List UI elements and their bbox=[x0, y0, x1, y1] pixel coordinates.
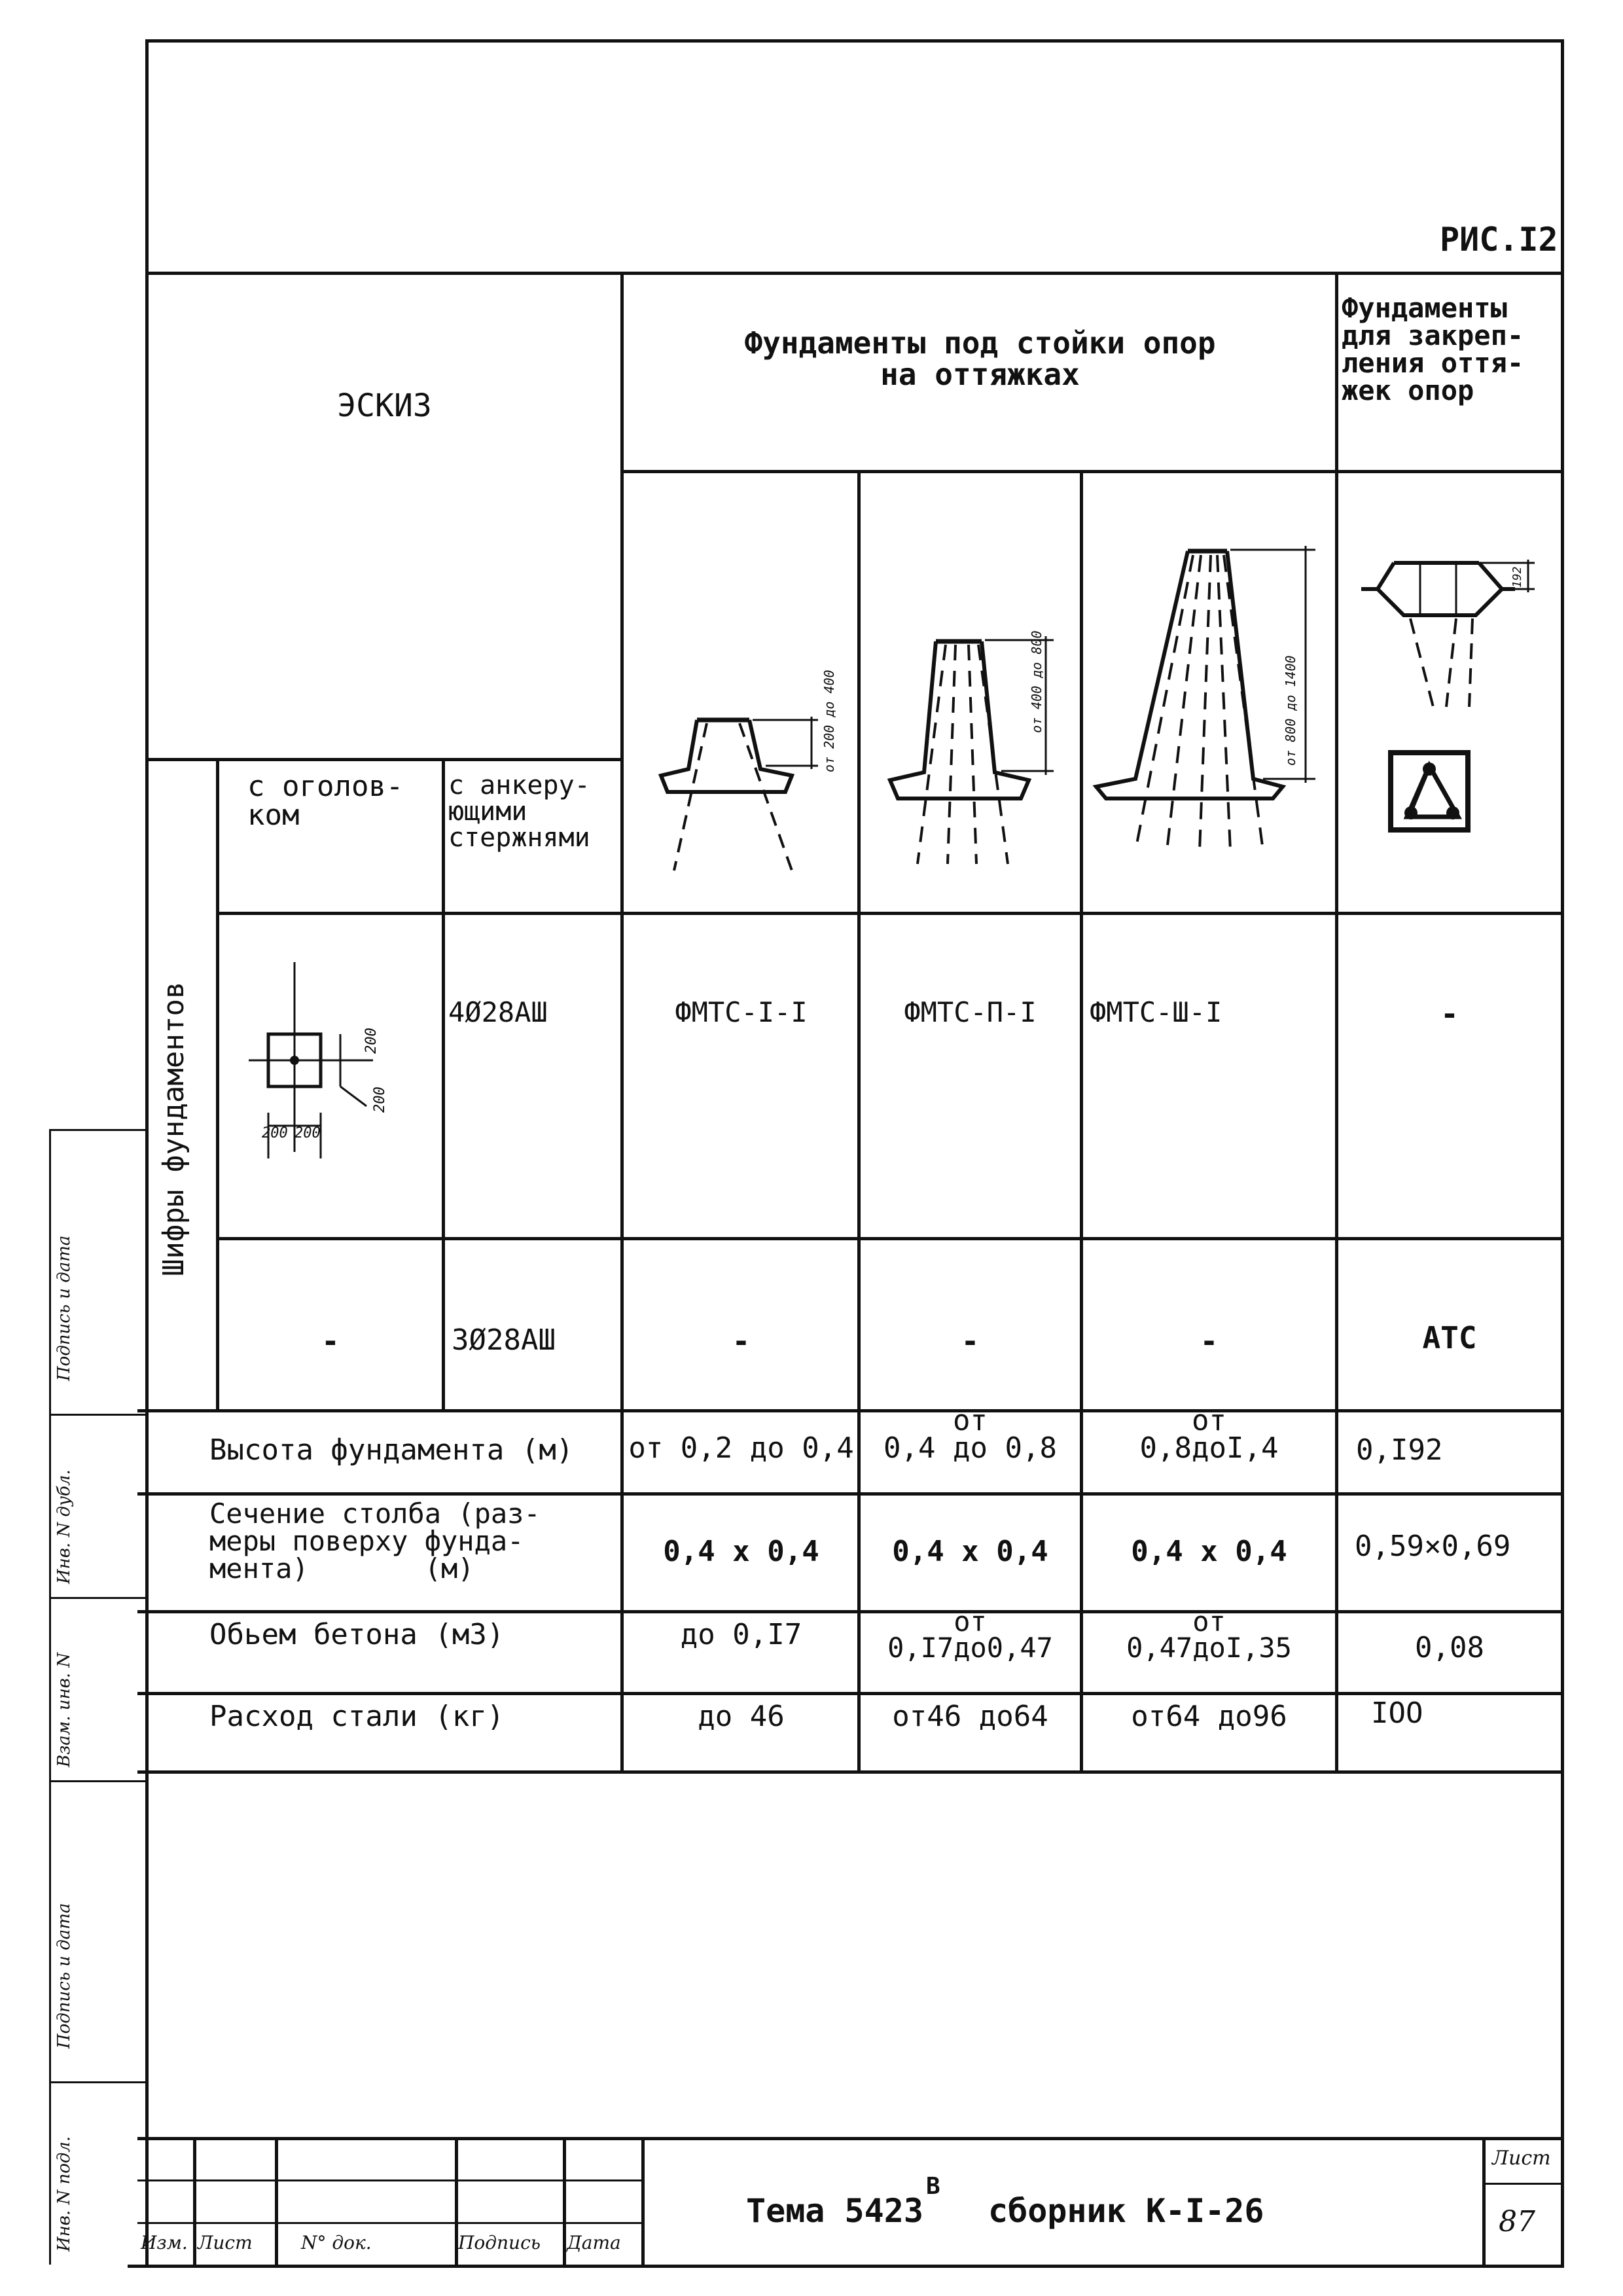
head-dim-c: 200 bbox=[363, 1028, 380, 1054]
foundation-sketch-1 bbox=[648, 707, 844, 884]
prop-section-label: Сечение столба (раз- меры поверху фунда- мента) (м) bbox=[209, 1498, 541, 1585]
prop-volume-c3: от 0,47доI,35 bbox=[1126, 1605, 1292, 1664]
tb-doc-label: N° док. bbox=[301, 2232, 372, 2253]
header-sub-line bbox=[623, 470, 1564, 473]
prop-height-c1: от 0,2 до 0,4 bbox=[628, 1431, 854, 1465]
props-row1-line bbox=[137, 1492, 1564, 1496]
sketch-3-dim: от 800 до 1400 bbox=[1283, 655, 1298, 766]
props-row3-line bbox=[137, 1692, 1564, 1695]
tb-col-4 bbox=[563, 2137, 566, 2268]
types-label-col-line bbox=[216, 758, 219, 1409]
prop-volume-c4: 0,08 bbox=[1415, 1631, 1484, 1664]
prop-volume-label: Обьем бетона (мЗ) bbox=[209, 1618, 505, 1651]
types-label: Шифры фундаментов bbox=[157, 981, 190, 1276]
tb-sheet-label: Лист bbox=[1492, 2147, 1551, 2170]
frame-top-line bbox=[145, 39, 1564, 43]
code-ats: АТС bbox=[1422, 1320, 1477, 1355]
tb-sheet-col bbox=[1482, 2137, 1486, 2268]
tb-col-5 bbox=[641, 2137, 645, 2268]
tb-date-label: Дата bbox=[567, 2232, 621, 2253]
margin-stamp-line-3 bbox=[49, 1597, 147, 1599]
tb-sheet-divider bbox=[1482, 2183, 1564, 2185]
sketch-1-dim: от 200 до 400 bbox=[821, 670, 837, 772]
table-top-line bbox=[145, 272, 1564, 275]
tb-sign-label: Подпись bbox=[458, 2232, 541, 2253]
margin-stamp-line-4 bbox=[49, 1780, 147, 1782]
head-col-line bbox=[442, 758, 445, 1409]
head-dim-a: 200 bbox=[262, 1125, 288, 1141]
col-with-anchors-label: с анкеру- ющими стержнями bbox=[448, 770, 590, 853]
code-row2-c3: - bbox=[1200, 1323, 1219, 1359]
figure-label: РИС.I2 bbox=[1440, 221, 1558, 259]
prop-volume-c2: от 0,I7до0,47 bbox=[887, 1605, 1053, 1664]
prop-section-c1: 0,4 х 0,4 bbox=[663, 1535, 819, 1568]
frame-bottom-line bbox=[128, 2265, 1564, 2268]
anchor-foundations-header: Фундаменты для закреп- ления оття- жек опор bbox=[1342, 292, 1524, 406]
sketch-header: ЭСКИЗ bbox=[337, 387, 432, 424]
props-bottom-line bbox=[137, 1770, 1564, 1774]
prop-height-c4: 0,I92 bbox=[1356, 1433, 1443, 1467]
tb-sheet-number: 87 bbox=[1499, 2205, 1535, 2238]
props-row2-line bbox=[137, 1610, 1564, 1613]
prop-steel-c2: от46 до64 bbox=[892, 1700, 1048, 1733]
margin-sign-date-2: Подпись и дата bbox=[54, 1235, 74, 1381]
tb-col-1 bbox=[193, 2137, 196, 2268]
prop-height-c2: от 0,4 до 0,8 bbox=[883, 1404, 1057, 1465]
margin-stamp-left-line bbox=[49, 1129, 51, 2265]
prop-section-c4: 0,59×0,69 bbox=[1355, 1530, 1511, 1563]
prop-height-c3: от 0,8доI,4 bbox=[1139, 1404, 1279, 1465]
head-plan-sketch bbox=[242, 956, 419, 1178]
margin-stamp-line-1 bbox=[49, 1129, 147, 1131]
tb-izm-label: Изм. bbox=[141, 2232, 188, 2253]
margin-stamp-line-2 bbox=[49, 1414, 147, 1416]
prop-volume-c1: до 0,I7 bbox=[680, 1618, 802, 1651]
prop-steel-c3: от64 до96 bbox=[1131, 1700, 1287, 1733]
prop-steel-c1: до 46 bbox=[698, 1700, 785, 1733]
head-dim-d: 200 bbox=[372, 1086, 388, 1113]
head-dim-b: 200 bbox=[294, 1125, 321, 1141]
title-block-row-2 bbox=[137, 2222, 645, 2224]
prop-section-c3: 0,4 х 0,4 bbox=[1131, 1535, 1287, 1568]
tb-title-sup: В bbox=[926, 2173, 940, 2200]
frame-left-line bbox=[145, 39, 149, 2268]
title-block-row-1 bbox=[137, 2179, 645, 2181]
anchor-foundation-sketch bbox=[1348, 543, 1558, 857]
tb-title-rest: сборник К-I-26 bbox=[988, 2192, 1264, 2230]
sketch-4-dim: 192 bbox=[1510, 566, 1524, 588]
tb-list-label: Лист bbox=[198, 2232, 253, 2253]
tb-title-main: Тема 5423 bbox=[746, 2192, 923, 2230]
code-fmts-2-1: ФМТС-П-I bbox=[904, 996, 1037, 1028]
margin-inv-orig: Инв. N подл. bbox=[54, 2136, 74, 2251]
margin-stamp-line-5 bbox=[49, 2081, 147, 2083]
col1-line bbox=[857, 470, 861, 1770]
col-with-head-label: с оголов- ком bbox=[247, 770, 404, 832]
prop-height-label: Высота фундамента (м) bbox=[209, 1433, 574, 1467]
code-anchor-row1: - bbox=[1440, 996, 1459, 1031]
guyed-supports-header: Фундаменты под стойки опор на оттяжках bbox=[744, 325, 1216, 393]
margin-replace-inv: Взам. инв. N bbox=[54, 1652, 74, 1767]
prop-section-c2: 0,4 х 0,4 bbox=[892, 1535, 1048, 1568]
frame-right-line bbox=[1561, 39, 1564, 2268]
types-row1-line bbox=[216, 1237, 1564, 1240]
code-row2-c2: - bbox=[961, 1323, 980, 1359]
anchor-rods-row1: 4Ø28АШ bbox=[448, 996, 548, 1028]
code-fmts-1-1: ФМТС-I-I bbox=[675, 996, 808, 1028]
prop-steel-c4: IОО bbox=[1371, 1696, 1423, 1730]
props-top-line bbox=[137, 1409, 1564, 1412]
prop-steel-label: Расход стали (кг) bbox=[209, 1700, 505, 1733]
margin-sign-date-1: Подпись и дата bbox=[54, 1903, 74, 2049]
code-row2-c1: - bbox=[732, 1323, 751, 1359]
title-block-top-line bbox=[137, 2137, 1564, 2140]
anchor-rods-row2: 3Ø28АШ bbox=[452, 1323, 556, 1357]
types-head-line bbox=[216, 912, 1564, 915]
code-fmts-3-1: ФМТС-Ш-I bbox=[1090, 996, 1222, 1028]
head-row2: - bbox=[321, 1323, 340, 1359]
sketch-2-dim: от 400 до 800 bbox=[1029, 630, 1044, 733]
sketch-col-line bbox=[620, 272, 624, 1770]
tb-col-2 bbox=[275, 2137, 278, 2268]
margin-inv-dup: Инв. N дубл. bbox=[54, 1469, 74, 1584]
